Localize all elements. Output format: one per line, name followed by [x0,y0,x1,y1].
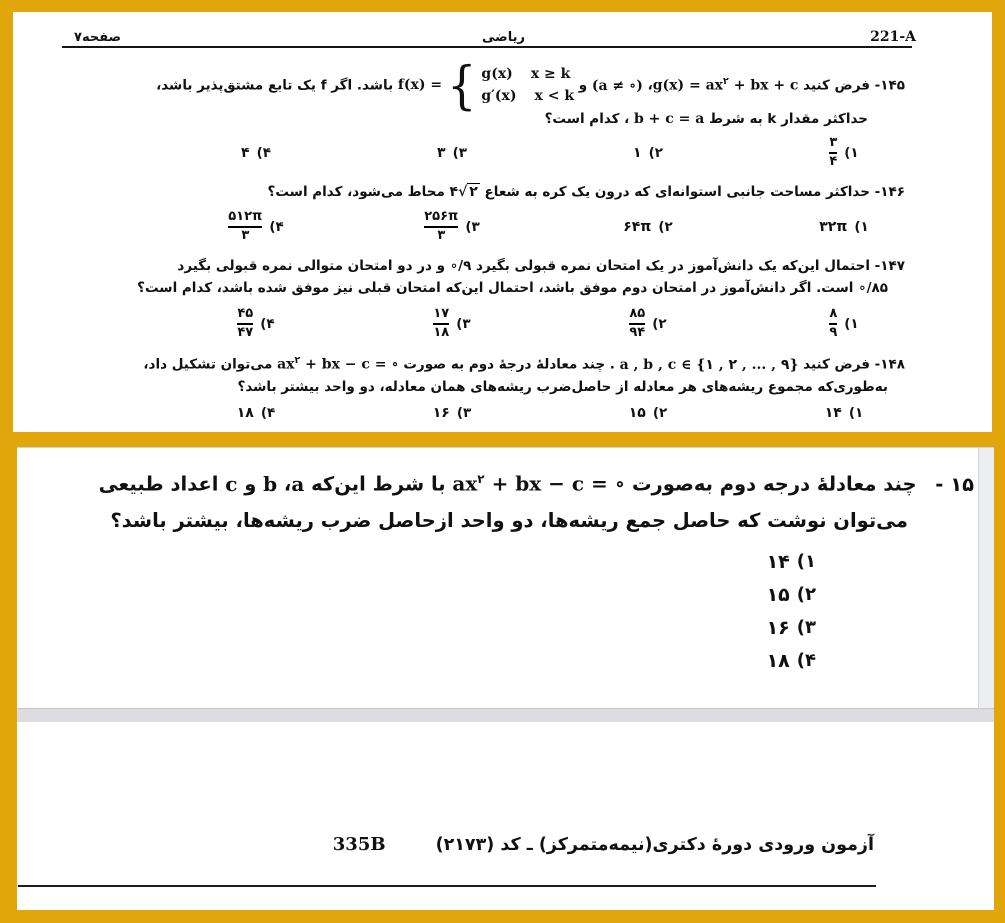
question-text: احتمال این‌که یک دانش‌آموز در یک امتحان نمره قبولی بگیرد [476,258,870,274]
question-text: است. اگر دانش‌آموز در امتحان دوم موفق باشد، احتمال این‌که امتحان قبلی نیز موفق شده باشد، کدام است؟ [137,280,854,296]
answer-option [819,219,869,235]
fraction-denominator: ۴ [829,154,838,170]
option-number: (۳ [465,219,480,235]
fraction-denominator: ۳ [241,228,250,244]
fraction-numerator: ۴۵ [237,305,254,321]
option-value: ۱ [633,145,642,161]
question-number: ۱۴۸- [874,356,905,373]
option-number: (۱ [844,145,859,161]
question-text: با شرط این‌که [311,472,446,496]
option-number: (۱ [844,316,859,332]
question-145-line2 [13,108,992,130]
option-value: ۱۴ [824,404,842,421]
decimal-value: ∘/۹ [449,258,472,274]
answer-option [767,617,816,639]
footer-row [333,834,874,855]
option-fraction [829,136,837,170]
option-number: (۴ [260,404,276,421]
answer-option [767,584,816,606]
answer-option [433,402,472,424]
option-number: (۴ [260,316,275,332]
question-145-line1 [13,54,992,116]
fraction-numerator: ۸۵ [629,305,646,321]
answer-option [633,145,663,161]
math-expression: b + c = a [634,111,705,127]
question-15-options [17,551,994,672]
math-variable: c [225,471,238,496]
math-expression: $g(x) = ax^۲$ + bx + c [652,76,799,94]
option-number: (۴ [256,145,271,161]
option-number: (۱ [854,219,869,235]
option-value: ۶۴π [623,219,652,235]
answer-option [433,307,470,341]
fraction-denominator: ۴۷ [237,325,254,341]
question-text: می‌توان تشکیل داد، [143,356,273,373]
option-number: (۴ [796,650,816,672]
answer-option [767,551,816,573]
option-value: ۳۲π [819,219,848,235]
piecewise-cases [481,67,574,104]
option-fraction [228,210,262,244]
option-number: (۳ [456,404,472,421]
exam-page-header [62,24,916,48]
answer-option [829,136,858,170]
option-fraction [237,307,253,341]
fraction-denominator: ۹ [829,325,838,341]
question-text: چند معادلۀ درجه دوم به‌صورت [631,472,917,496]
question-146-options [13,206,992,248]
exam-code: 221-A [870,29,916,45]
question-text: حداکثر مساحت جانبی استوانه‌ای که درون یک کره به شعاع [484,184,870,200]
answer-option [767,650,816,672]
question-text: ، کدام است؟ [544,111,630,127]
answer-option [825,402,864,424]
math-expression: $ax^۲$ + bx − c = ∘ [277,355,399,373]
option-value: ۱۸ [236,404,254,421]
fraction-numerator: ۵۱۲π [228,208,263,224]
question-number: ۱۴۵- [874,77,905,94]
fraction-denominator: ۹۴ [629,325,646,341]
option-value: ۱۸ [766,649,790,672]
footer-rule [18,885,876,887]
option-fraction [829,307,837,341]
question-148-line1 [13,350,992,376]
question-text: و در دو امتحان متوالی نمره قبولی بگیرد [177,258,446,274]
exam-page-panel [13,12,992,432]
curly-brace: { [447,54,477,116]
answer-option [237,402,276,424]
piecewise-row: g′(x) x < k [481,87,575,104]
math-expression: f(x) = [397,76,443,93]
option-number: (۲ [648,145,663,161]
question-15-line2 [17,502,994,538]
piecewise-function [397,54,575,116]
option-number: (۴ [269,219,284,235]
question-text: فرض کنید [803,77,870,94]
question-text: حداکثر مقدار k به شرط [709,111,868,127]
question-148-line2 [13,376,992,398]
fraction-numerator: ۸ [829,305,838,321]
option-fraction [424,210,458,244]
option-number: (۳ [796,617,816,639]
option-value: ۴ [241,145,250,161]
option-number: (۲ [658,219,673,235]
question-number: ۱۴۷- [874,258,905,274]
question-text: محاط می‌شود، کدام است؟ [267,184,445,200]
answer-option [228,210,284,244]
decimal-value: ∘/۸۵ [858,280,888,296]
fraction-denominator: ۱۸ [433,325,450,341]
option-value: ۱۶ [432,404,450,421]
question-147-line2 [13,277,992,299]
question-text: می‌توان نوشت که حاصل جمع ریشه‌ها، دو واحد ازحاصل ضرب ریشه‌ها، بیشتر باشد؟ [110,508,908,532]
question-text: . چند معادلۀ درجۀ دوم به صورت [403,356,615,373]
answer-option [237,307,274,341]
math-variable: a [291,471,305,496]
option-fraction [629,307,645,341]
question-text: و [578,77,588,94]
option-number: (۲ [652,316,667,332]
fraction-numerator: ۱۷ [433,305,450,321]
question-text: باشد. اگر f یک تابع مشتق‌پذیر باشد، [156,77,394,94]
vertical-scrollbar[interactable] [978,448,994,709]
booklet-code: 335B [332,834,386,855]
question-text: و [244,472,257,496]
math-expression: $ax^۲$ + bx − c = ∘ [452,471,626,496]
question-145-options [13,133,992,173]
question-text: اعداد طبیعی [98,472,219,496]
exam-title: آزمون ورودی دورۀ دکتری(نیمه‌متمرکز) ـ کد (۲۱۷۳) [435,835,874,855]
answer-option [424,210,480,244]
math-expression: (a ≠ ∘) [591,77,643,94]
fraction-denominator: ۳ [437,228,446,244]
option-number: (۲ [796,584,816,606]
option-value: ۳ [437,145,446,161]
answer-option [623,219,673,235]
option-number: (۳ [452,145,467,161]
question-147-line1 [13,255,992,277]
question-text: ، [647,77,653,94]
math-expression: a , b , c ∈ {۱ , ۲ , ... , ۹} [619,356,799,373]
option-value: ۱۵ [766,583,790,606]
question-text: فرض کنید [803,356,870,373]
option-value: ۱۵ [628,404,646,421]
answer-option [629,307,666,341]
fraction-numerator: ۲۵۶π [424,208,459,224]
question-147-options [13,303,992,345]
option-value: ۱۴ [766,550,790,573]
option-number: (۱ [796,551,816,573]
question-number: ۱۴۶- [874,184,905,200]
subject-title: ریاضی [482,30,525,45]
question-15-line1 [17,448,994,502]
zoomed-question-panel [17,447,994,709]
radical-expression: ۴√ ۲ [449,184,478,200]
question-text: به‌طوری‌که مجموع ریشه‌های هر معادله از حاصل‌ضرب ریشه‌های همان معادله، دو واحد بیشتر باشد؟ [237,378,888,395]
question-number: ۱۵ - [935,472,974,496]
option-number: (۱ [848,404,864,421]
option-number: (۲ [652,404,668,421]
answer-option [629,402,668,424]
answer-option [437,145,467,161]
page-footer-panel [17,722,994,910]
answer-option [829,307,858,341]
question-148-options [13,402,992,424]
piecewise-row: g(x) x ≥ k [481,66,571,83]
answer-option [241,145,271,161]
option-fraction [433,307,449,341]
page-number-label: صفحه۷ [74,30,122,45]
math-variable: b [263,471,278,496]
option-number: (۳ [456,316,471,332]
option-value: ۱۶ [766,616,790,639]
question-text: ، [283,472,292,496]
fraction-numerator: ۳ [829,134,838,150]
question-146-line1 [13,181,992,203]
